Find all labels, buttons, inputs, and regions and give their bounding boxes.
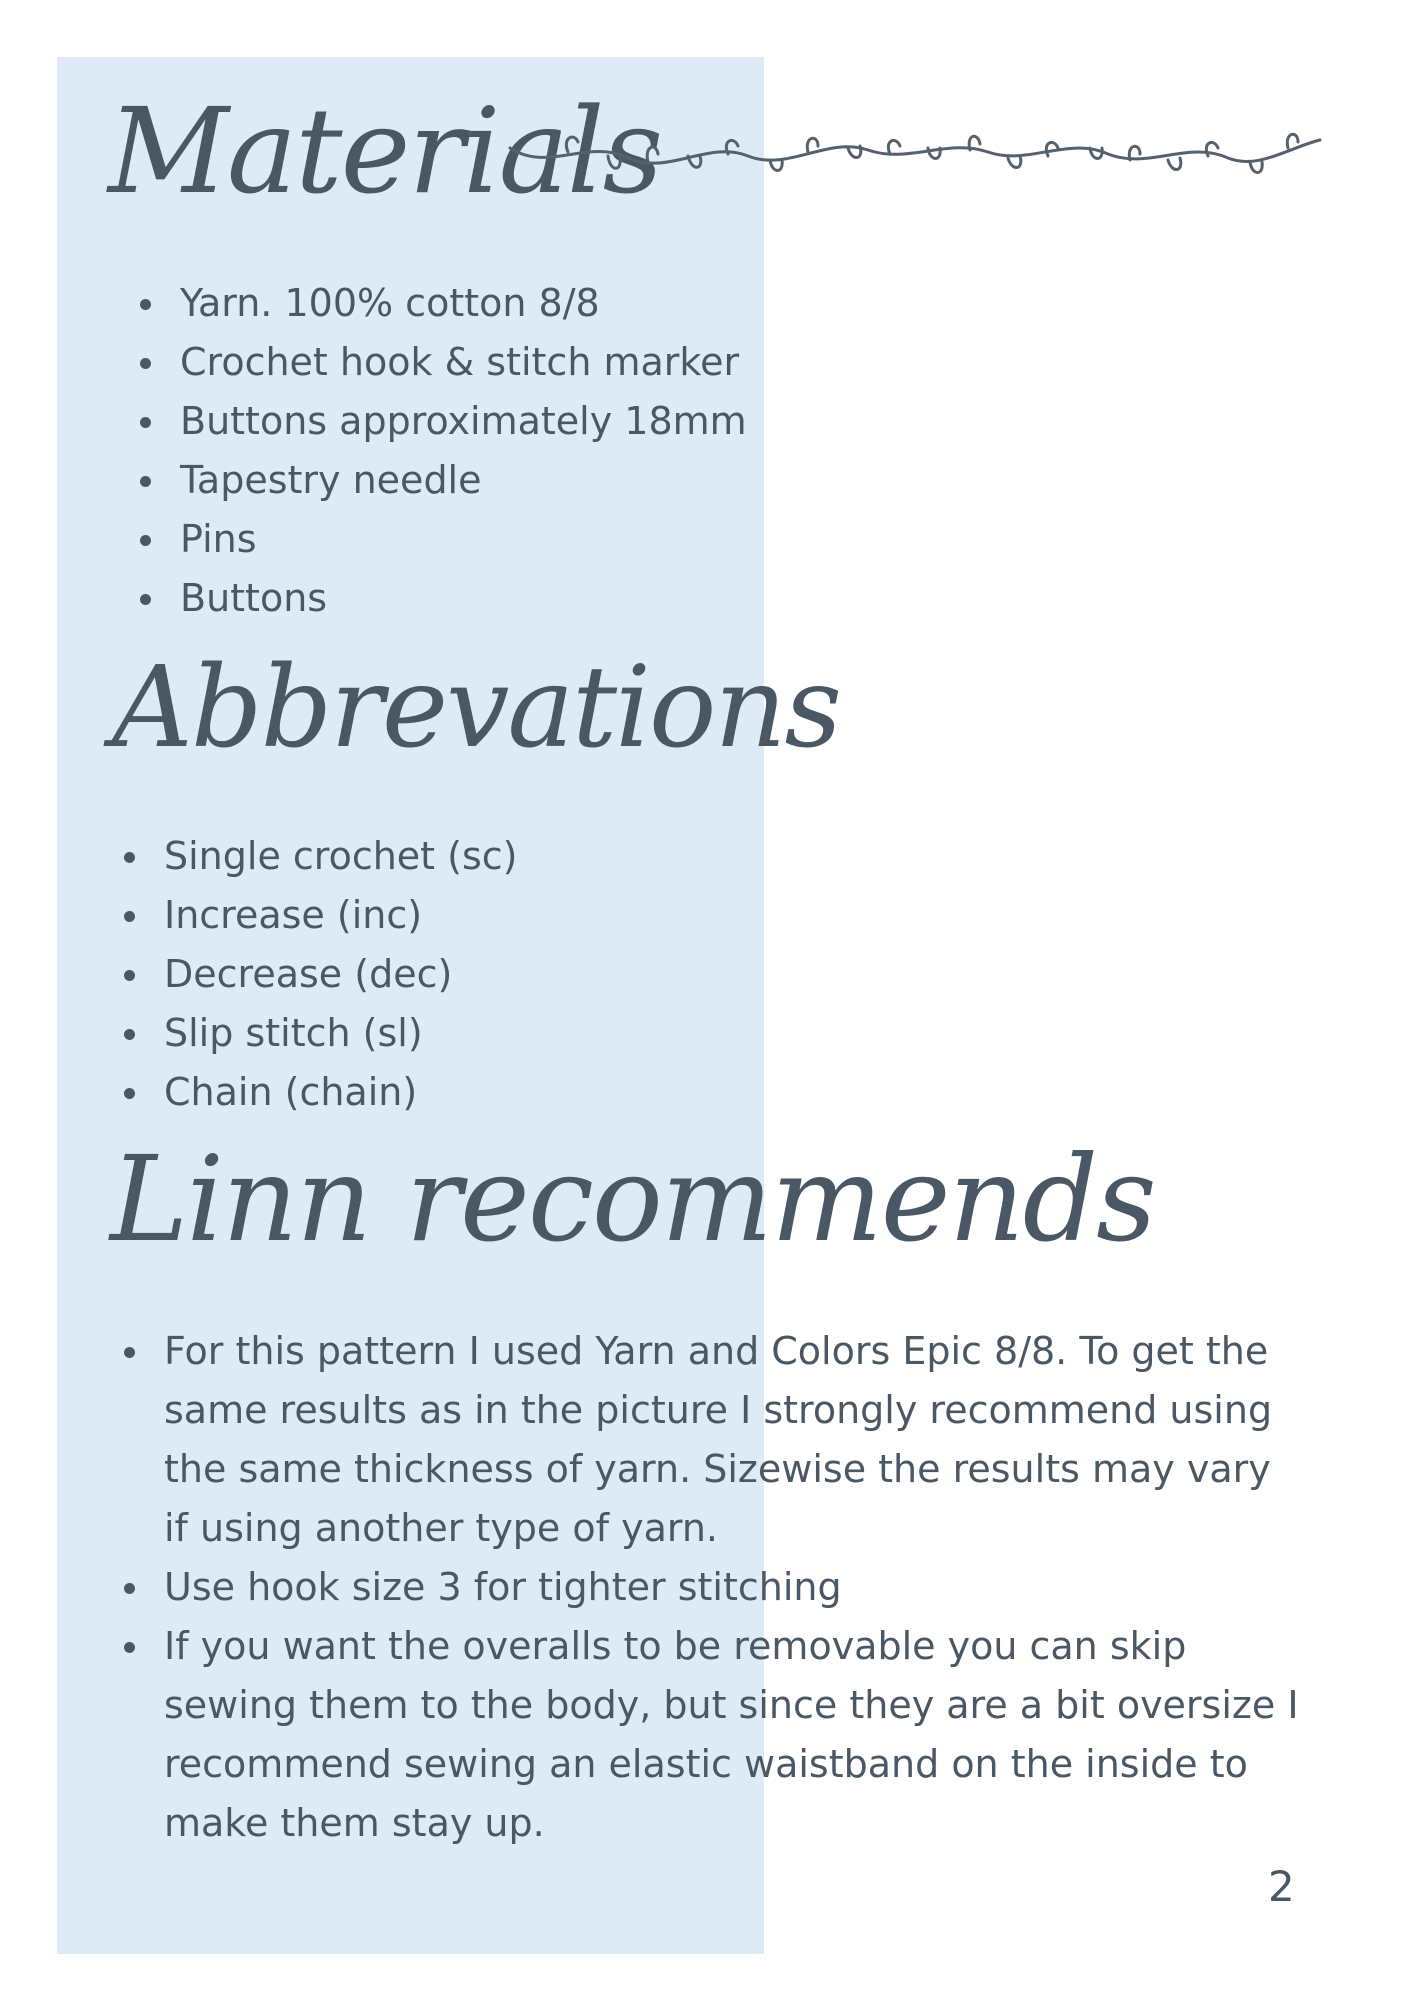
bullet-icon: [140, 594, 151, 605]
list-item: Buttons: [140, 569, 747, 628]
list-item: Increase (inc): [124, 886, 518, 945]
list-item: Pins: [140, 510, 747, 569]
bullet-icon: [140, 299, 151, 310]
abbreviations-list: [124, 827, 518, 1122]
bullet-icon: [140, 358, 151, 369]
materials-list: [140, 274, 747, 628]
list-item: Buttons approximately 18mm: [140, 392, 747, 451]
list-item: Crochet hook & stitch marker: [140, 333, 747, 392]
bullet-icon: [140, 417, 151, 428]
materials-heading: Materials: [108, 82, 662, 220]
bullet-icon: [124, 1088, 135, 1099]
list-item: Single crochet (sc): [124, 827, 518, 886]
list-item: If you want the overalls to be removable you can skip sewing them to the body, but since they are a bit oversize I recommend sewing an elastic waistband on the inside to make them stay up.: [124, 1617, 1304, 1853]
recommendations-list: [124, 1322, 1304, 1853]
list-item: Decrease (dec): [124, 945, 518, 1004]
bullet-icon: [124, 911, 135, 922]
list-item: For this pattern I used Yarn and Colors Epic 8/8. To get the same results as in the picture I strongly recommend using the same thickness of yarn. Sizewise the results may vary if using another type of yarn.: [124, 1322, 1304, 1558]
list-item: Yarn. 100% cotton 8/8: [140, 274, 747, 333]
bullet-icon: [140, 535, 151, 546]
bullet-icon: [124, 1583, 135, 1594]
bullet-icon: [140, 476, 151, 487]
list-item: Use hook size 3 for tighter stitching: [124, 1558, 1304, 1617]
recommends-heading: Linn recommends: [110, 1130, 1155, 1268]
bullet-icon: [124, 1347, 135, 1358]
bullet-icon: [124, 1642, 135, 1653]
bullet-icon: [124, 1029, 135, 1040]
list-item: Chain (chain): [124, 1063, 518, 1122]
abbreviations-heading: Abbrevations: [112, 643, 841, 773]
bullet-icon: [124, 852, 135, 863]
list-item: Slip stitch (sl): [124, 1004, 518, 1063]
list-item: Tapestry needle: [140, 451, 747, 510]
bullet-icon: [124, 970, 135, 981]
vine-ornament-icon: [508, 118, 1323, 188]
page-number: 2: [1268, 1862, 1295, 1911]
